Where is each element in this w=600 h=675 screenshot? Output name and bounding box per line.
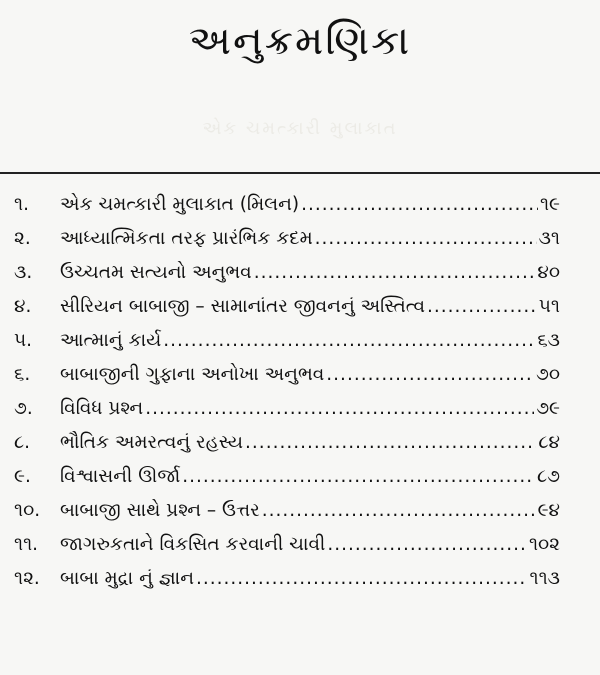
toc-entry	[0, 364, 600, 398]
toc-entry	[0, 500, 600, 534]
dot-leader	[182, 466, 535, 487]
dot-leader	[254, 262, 536, 283]
toc-entry-number: ૪.	[14, 296, 32, 317]
toc-entry-title: વિવિધ પ્રશ્ન	[60, 398, 144, 419]
dot-leader	[327, 534, 527, 555]
toc-entry	[0, 330, 600, 364]
toc-entry-number: ૫.	[14, 330, 33, 351]
toc-entry-page: ૭૦	[536, 364, 560, 385]
toc-entry-title: બાબા મુદ્રા નું જ્ઞાન	[60, 568, 194, 589]
show-through-text: એક ચમત્કારી મુલાકાત	[202, 118, 398, 139]
toc-entry-title: ભૌતિક અમરત્વનું રહસ્ય	[60, 432, 244, 453]
toc-entry-page: ૫૧	[538, 296, 560, 317]
toc-entry-number: ૧૦.	[14, 500, 41, 521]
toc-entry-title: આધ્યાત્મિકતા તરફ પ્રારંભિક કદમ	[60, 228, 313, 249]
toc-entry-page: ૧૯	[539, 194, 560, 215]
toc-entry	[0, 398, 600, 432]
toc-entry	[0, 194, 600, 228]
toc-entry-number: ૭.	[14, 398, 33, 419]
toc-entry	[0, 432, 600, 466]
toc-entry-page: ૩૧	[538, 228, 560, 249]
toc-entry	[0, 228, 600, 262]
dot-leader	[427, 296, 537, 317]
toc-entry-number: ૧૧.	[14, 534, 39, 555]
toc-entry	[0, 296, 600, 330]
toc-entry-number: ૮.	[14, 432, 31, 453]
toc-entry-page: ૪૦	[537, 262, 560, 283]
toc-entry-page: ૧૧૩	[529, 568, 560, 589]
toc-entry-page: ૮૪	[538, 432, 560, 453]
toc-entry-title: ઉચ્ચતમ સત્યનો અનુભવ	[60, 262, 252, 283]
toc-entry-title: આત્માનું કાર્ય	[60, 330, 162, 351]
toc-entry-title: એક ચમત્કારી મુલાકાત (મિલન)	[60, 194, 300, 215]
toc-entry	[0, 466, 600, 500]
toc-entry-page: ૬૩	[537, 330, 560, 351]
dot-leader	[301, 194, 538, 215]
toc-entry-title: સીરિયન બાબાજી – સામાનાંતર જીવનનું અસ્તિત્વ	[60, 296, 425, 317]
toc-entry	[0, 262, 600, 296]
toc-entry-page: ૭૯	[536, 398, 560, 419]
toc-entry-title: વિશ્વાસની ઊર્જા	[60, 466, 181, 487]
divider-line	[0, 172, 600, 174]
toc-entry-title: બાબાજીની ગુફાના અનોખા અનુભવ	[60, 364, 325, 385]
toc-entry-page: ૮૭	[536, 466, 560, 487]
dot-leader	[163, 330, 535, 351]
table-of-contents	[0, 194, 600, 602]
page-title: અનુક્રમણિકા	[188, 18, 412, 64]
toc-entry-number: ૩.	[14, 262, 33, 283]
dot-leader	[245, 432, 536, 453]
toc-entry-page: ૯૪	[537, 500, 560, 521]
toc-entry-number: ૧.	[14, 194, 29, 215]
dot-leader	[196, 568, 528, 589]
toc-entry-title: જાગરુકતાને વિકસિત કરવાની ચાવી	[60, 534, 326, 555]
toc-entry	[0, 534, 600, 568]
toc-entry-number: ૬.	[14, 364, 31, 385]
toc-entry-number: ૯.	[14, 466, 31, 487]
toc-entry-number: ૨.	[14, 228, 31, 249]
dot-leader	[315, 228, 537, 249]
toc-entry-title: બાબાજી સાથે પ્રશ્ન – ઉત્તર	[60, 500, 260, 521]
dot-leader	[145, 398, 534, 419]
toc-entry	[0, 568, 600, 602]
toc-entry-page: ૧૦૨	[528, 534, 560, 555]
dot-leader	[262, 500, 536, 521]
toc-entry-number: ૧૨.	[14, 568, 40, 589]
dot-leader	[326, 364, 534, 385]
